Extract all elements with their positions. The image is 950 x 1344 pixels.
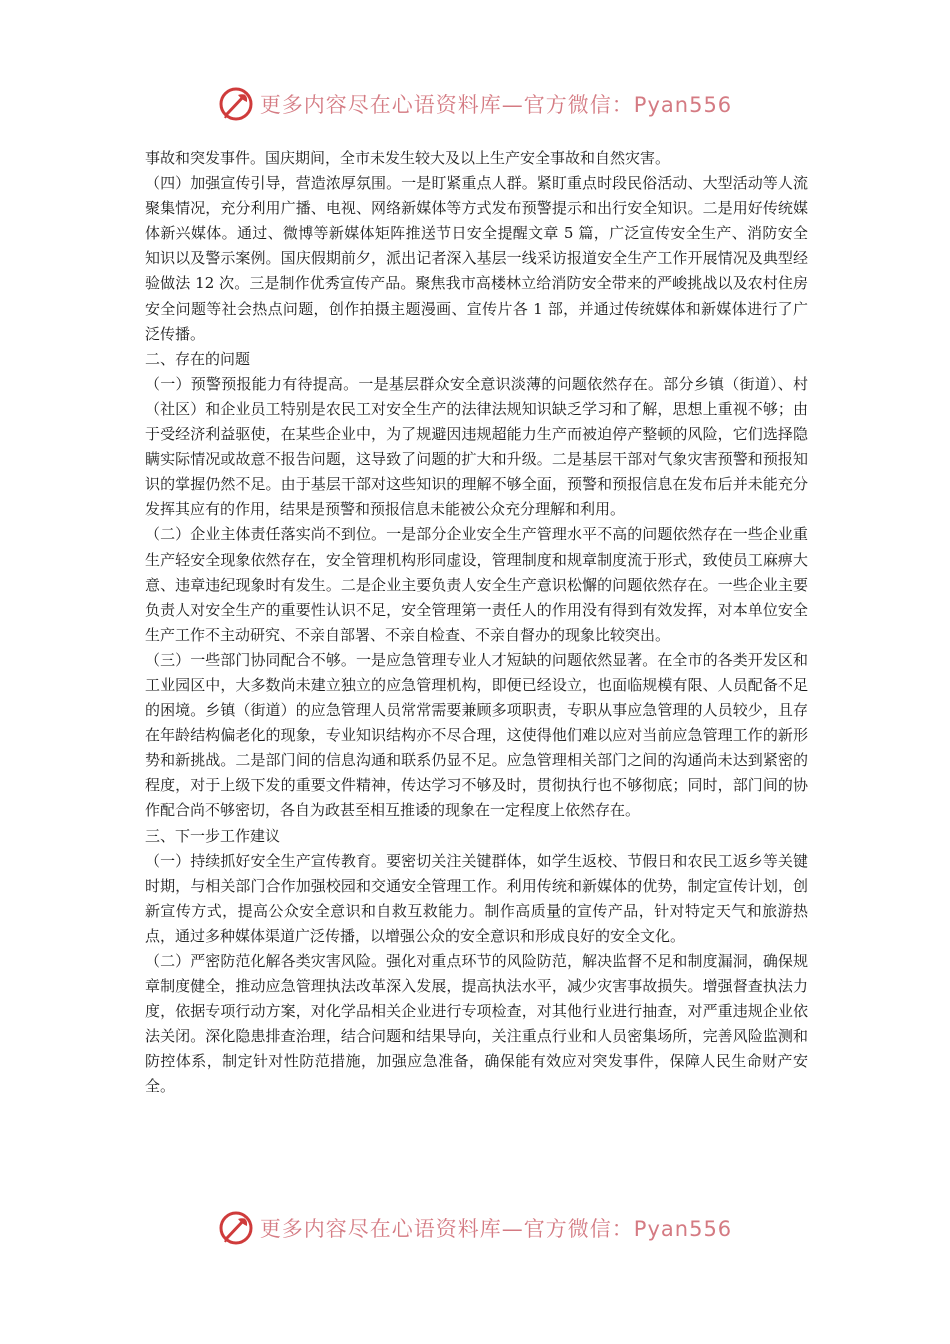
paragraph: 事故和突发事件。国庆期间，全市未发生较大及以上生产安全事故和自然灾害。 bbox=[145, 149, 671, 167]
paragraph: （二）严密防范化解各类灾害风险。强化对重点环节的风险防范，解决监督不足和制度漏洞，确保规章制度健全，推动应急管理执法改革深入发展，提高执法水平，减少灾害事故损失。增强督查执法力度，依据专项行动方案，对化学品相关企业进行专项检查，对其他行业进行抽查，对严重违规企业依法关闭。深化隐患排查治理，结合问题和结果导向，关注重点行业和人员密集场所，完善风险监测和防控体系，制定针对性防范措施，加强应急准备，确保能有效应对突发事件，保障人民生命财产安全。 bbox=[145, 952, 808, 1096]
paragraph: （一）持续抓好安全生产宣传教育。要密切关注关键群体，如学生返校、节假日和农民工返乡等关键时期，与相关部门合作加强校园和交通安全管理工作。利用传统和新媒体的优势，制定宣传计划，创新宣传方式，提高公众安全意识和自救互救能力。制作高质量的宣传产品，针对特定天气和旅游热点，通过多种媒体渠道广泛传播，以增强公众的安全意识和形成良好的安全文化。 bbox=[145, 851, 808, 945]
section-heading: 三、下一步工作建议 bbox=[145, 826, 281, 845]
header-watermark-banner bbox=[0, 84, 950, 124]
paragraph: （二）企业主体责任落实尚不到位。一是部分企业安全生产管理水平不高的问题依然存在一些企业重生产轻安全现象依然存在，安全管理机构形同虚设，管理制度和规章制度流于形式，致使员工麻痹大意、违章违纪现象时有发生。二是企业主要负责人安全生产意识松懈的问题依然存在。一些企业主要负责人对安全生产的重要性认识不足，安全管理第一责任人的作用没有得到有效发挥，对本单位安全生产工作不主动研究、不亲自部署、不亲自检查、不亲自督办的现象比较突出。 bbox=[145, 525, 808, 644]
paragraph: （一）预警预报能力有待提高。一是基层群众安全意识淡薄的问题依然存在。部分乡镇（街道）、村（社区）和企业员工特别是农民工对安全生产的法律法规知识缺乏学习和了解，思想上重视不够；由于受经济利益驱使，在某些企业中，为了规避因违规超能力生产而被迫停产整顿的风险，它们选择隐瞒实际情况或故意不报告问题，这导致了问题的扩大和升级。二是基层干部对气象灾害预警和预报知识的掌握仍然不足。由于基层干部对这些知识的理解不够全面，预警和预报信息在发布后并未能充分发挥其应有的作用，结果是预警和预报信息未能被公众充分理解和利用。 bbox=[145, 374, 808, 519]
document-body bbox=[145, 146, 808, 1100]
footer-watermark-banner bbox=[0, 1208, 950, 1248]
banner-text: 更多内容尽在心语资料库—官方微信：Pyan556 bbox=[259, 93, 733, 117]
banner-text: 更多内容尽在心语资料库—官方微信：Pyan556 bbox=[259, 1217, 733, 1241]
quill-logo-icon bbox=[218, 1210, 254, 1246]
quill-logo-icon bbox=[218, 86, 254, 122]
section-heading: 二、存在的问题 bbox=[145, 349, 251, 368]
paragraph: （三）一些部门协同配合不够。一是应急管理专业人才短缺的问题依然显著。在全市的各类开发区和工业园区中，大多数尚未建立独立的应急管理机构，即便已经设立，也面临规模有限、人员配备不足的困境。乡镇（街道）的应急管理人员常常需要兼顾多项职责，专职从事应急管理的人员较少，且存在年龄结构偏老化的现象，专业知识结构亦不尽合理，这使得他们难以应对当前应急管理工作的新形势和新挑战。二是部门间的信息沟通和联系仍显不足。应急管理相关部门之间的沟通尚未达到紧密的程度，对于上级下发的重要文件精神，传达学习不够及时，贯彻执行也不够彻底；同时，部门间的协作配合尚不够密切，各自为政甚至相互推诿的现象在一定程度上依然存在。 bbox=[145, 650, 808, 820]
paragraph: （四）加强宣传引导，营造浓厚氛围。一是盯紧重点人群。紧盯重点时段民俗活动、大型活动等人流聚集情况，充分利用广播、电视、网络新媒体等方式发布预警提示和出行安全知识。二是用好传统媒体新兴媒体。通过、微博等新媒体矩阵推送节日安全提醒文章 5 篇，广泛宣传安全生产、消防安全知识以及警示案例。国庆假期前夕，派出记者深入基层一线采访报道安全生产工作开展情况及典型经验做法 12 次。三是制作优秀宣传产品。聚焦我市高楼林立给消防安全带来的严峻挑战以及农村住房安全问题等社会热点问题，创作拍摄主题漫画、宣传片各 1 部，并通过传统媒体和新媒体进行了广泛传播。 bbox=[145, 174, 808, 343]
